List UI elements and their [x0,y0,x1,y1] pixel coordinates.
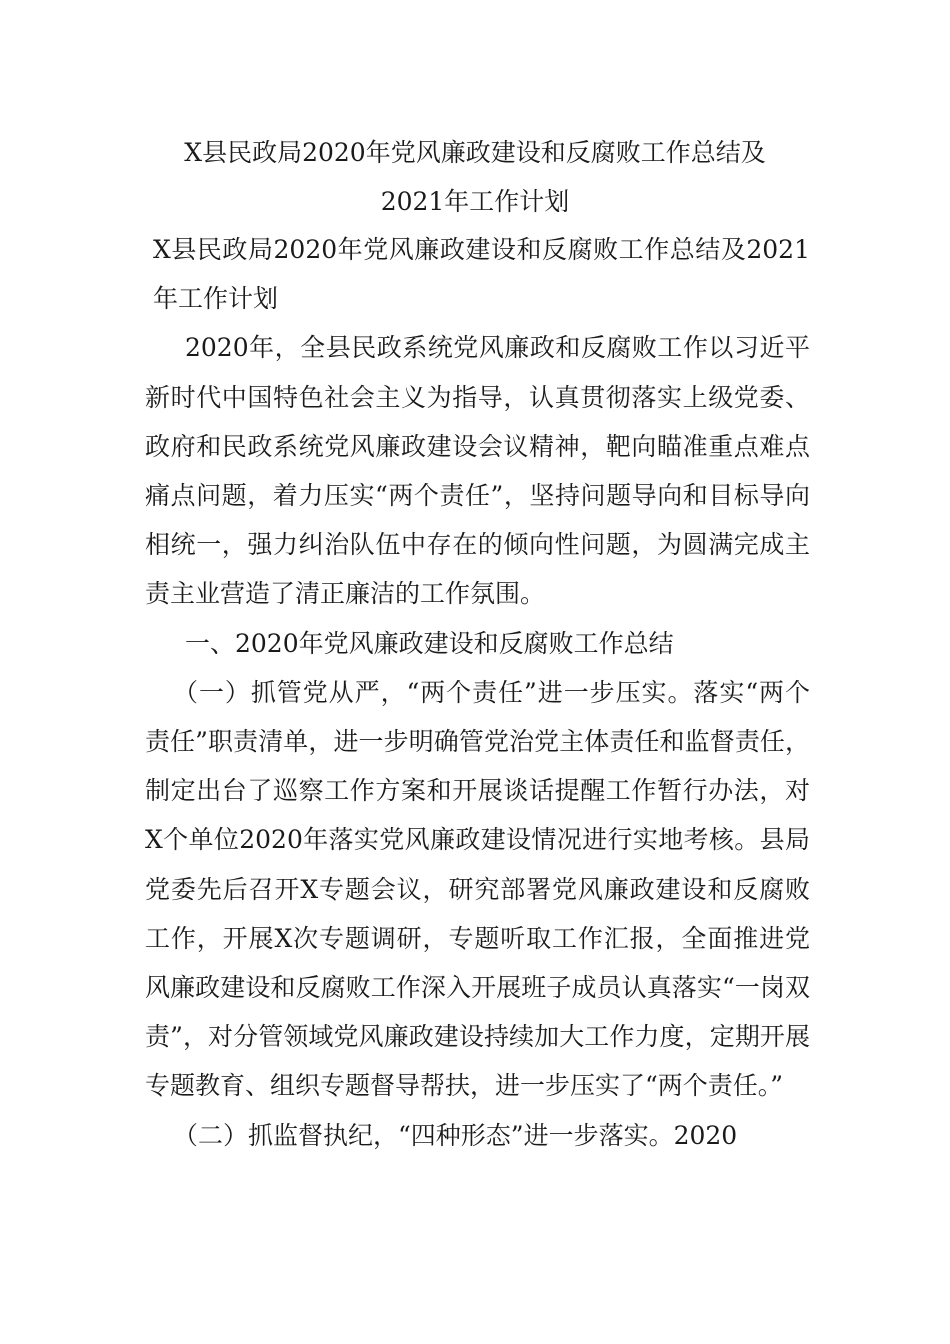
section-heading: 一、2020年党风廉政建设和反腐败工作总结 [185,628,674,658]
document-body [145,225,810,1160]
section-paragraph-1: （一）抓管党从严，“两个责任”进一步压实。落实“两个责任”职责清单，进一步明确管党治党主体责任和监督责任，制定出台了巡察工作方案和开展谈话提醒工作暂行办法，对X个单位2020年落实党风廉政建设情况进行实地考核。县局党委先后召开X专题会议，研究部署党风廉政建设和反腐败工作，开展X次专题调研，专题听取工作汇报，全面推进党风廉政建设和反腐败工作深入开展班子成员认真落实“一岗双责”，对分管领域党风廉政建设持续加大工作力度，定期开展专题教育、组织专题督导帮扶，进一步压实了“两个责任。” [145,677,810,1101]
intro-paragraph: 2020年，全县民政系统党风廉政和反腐败工作以习近平新时代中国特色社会主义为指导，认真贯彻落实上级党委、政府和民政系统党风廉政建设会议精神，靶向瞄准重点难点痛点问题，着力压实“两个责任”，坚持问题导向和目标导向相统一，强力纠治队伍中存在的倾向性问题，为圆满完成主责主业营造了清正廉洁的工作氛围。 [145,333,810,609]
document-subtitle: X县民政局2020年党风廉政建设和反腐败工作总结及2021年工作计划 [153,235,810,314]
document-title-line-1: X县民政局2020年党风廉政建设和反腐败工作总结及 [184,138,766,167]
section-paragraph-2: （二）抓监督执纪，“四种形态”进一步落实。2020 [173,1120,738,1150]
document-title-line-2: 2021年工作计划 [380,187,570,216]
